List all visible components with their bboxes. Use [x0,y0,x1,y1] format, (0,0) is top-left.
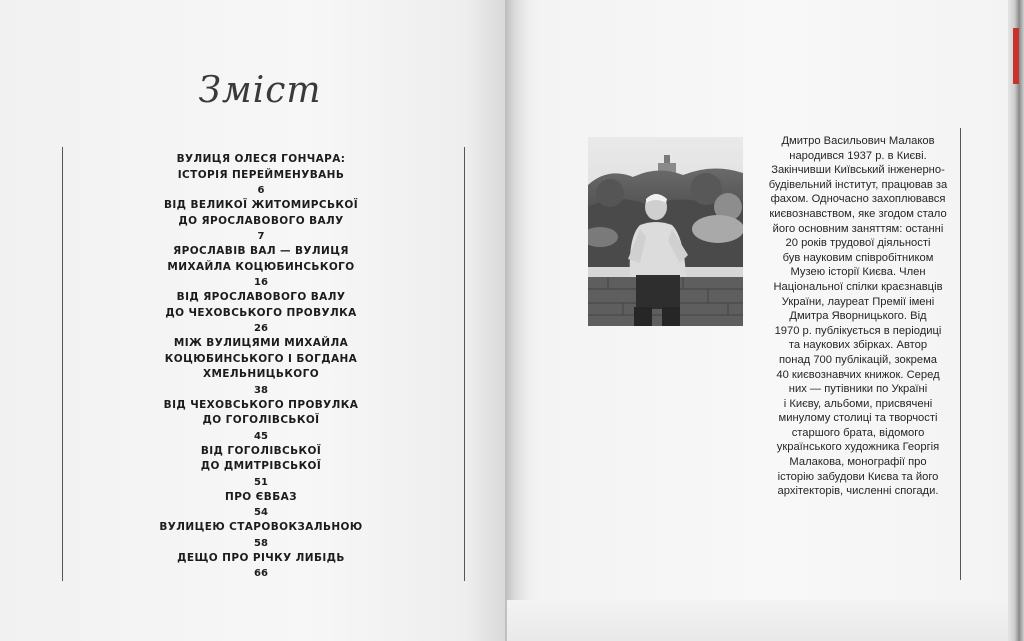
contents-entry-page: 58 [254,537,268,549]
contents-entry-page: 26 [254,323,268,334]
book-gutter [505,0,545,641]
contents-entry[interactable] [130,520,392,551]
book-edge [1008,0,1024,641]
contents-entry[interactable] [130,336,392,398]
contents-right-rule [464,147,465,581]
contents-heading: Зміст [198,70,322,111]
contents-entry-title: ВУЛИЦЯ ОЛЕСЯ ГОНЧАРА: ІСТОРІЯ ПЕРЕЙМЕНУВАНЬ [176,153,346,181]
contents-entry-title: ВУЛИЦЕЮ СТАРОВОКЗАЛЬНОЮ [159,521,363,533]
contents-entry-title: ДЕЩО ПРО РІЧКУ ЛИБІДЬ [177,551,345,564]
contents-entry[interactable] [130,444,392,490]
contents-entry[interactable] [130,490,392,521]
contents-entry-page: 45 [254,430,268,442]
contents-entry-title: ВІД ЯРОСЛАВОВОГО ВАЛУ ДО ЧЕХОВСЬКОГО ПРОВУЛКА [165,291,357,319]
contents-entry-title: ВІД ЧЕХОВСЬКОГО ПРОВУЛКА ДО ГОГОЛІВСЬКОЇ [163,398,359,426]
contents-entry[interactable] [130,398,392,444]
author-photo-image [588,137,743,326]
contents-entry-title: МІЖ ВУЛИЦЯМИ МИХАЙЛА КОЦЮБИНСЬКОГО І БОГДАНА ХМЕЛЬНИЦЬКОГО [164,337,358,380]
page-bottom-shadow [507,600,1008,641]
contents-entry-page: 66 [254,568,268,579]
contents-entry-page: 51 [254,476,268,488]
contents-entry[interactable] [130,244,392,290]
contents-entry[interactable] [130,551,392,582]
contents-entry[interactable] [130,152,392,198]
book-edge-marker [1013,28,1019,84]
contents-list [130,152,392,581]
contents-left-rule [62,147,63,581]
bio-right-rule [960,128,961,580]
contents-entry-page: 16 [254,277,268,288]
contents-entry-title: ВІД ГОГОЛІВСЬКОЇ ДО ДМИТРІВСЬКОЇ [200,444,322,472]
contents-entry[interactable] [130,290,392,336]
contents-entry-page: 38 [254,384,268,396]
author-bio: Дмитро Васильович Малаков народився 1937 р. в Києві. Закінчивши Київський інженерно- будівельний інститут, працював за фахом. Одночасно захоплювався києвознавством, яке згодом стало його основним заняттям: останні 20 років трудової діяльності був науковим співробітником Музею історії Києва. Член Національної спілки краєзнавців України, лауреат Премії імені Дмитра Яворницького. Від 1970 р. публікується в періодиці та наукових збірках. Автор понад 700 публікацій, зокрема 40 києвознавчих книжок. Серед них — путівники по Україні і Києву, альбоми, присвячені минулому столиці та творчості старшого брата, відомого українського художника Георгія Малакова, монографії про історію забудови Києва та його архітекторів, численні спогади. [768,135,948,498]
contents-entry-title: ЯРОСЛАВІВ ВАЛ — ВУЛИЦЯ МИХАЙЛА КОЦЮБИНСЬКОГО [167,245,355,273]
author-photo [588,137,743,326]
contents-entry-page: 7 [257,231,265,242]
contents-entry-title: ПРО ЄВБАЗ [225,490,297,503]
contents-entry[interactable] [130,198,392,244]
contents-entry-page: 54 [254,507,268,518]
contents-entry-page: 6 [257,185,265,196]
contents-entry-title: ВІД ВЕЛИКОЇ ЖИТОМИРСЬКОЇ ДО ЯРОСЛАВОВОГО ВАЛУ [163,199,359,227]
